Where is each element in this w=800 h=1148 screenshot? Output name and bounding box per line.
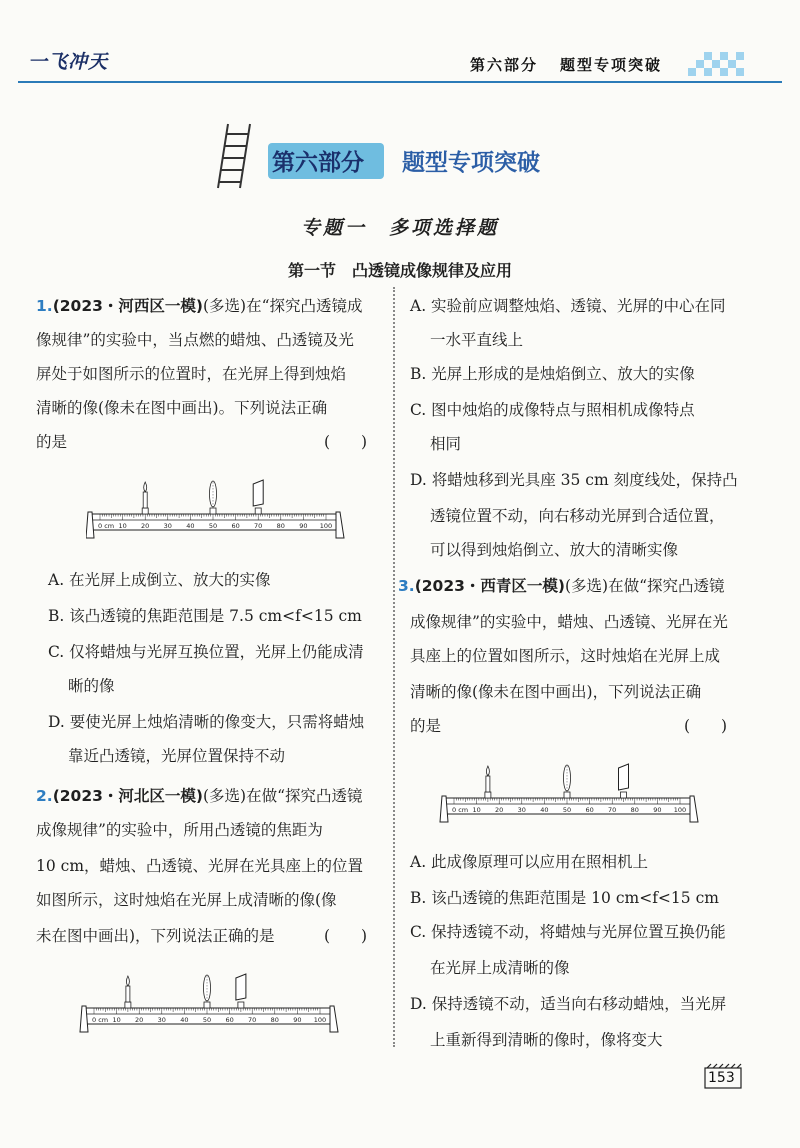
q1-option-d[interactable]: D. 要使光屏上烛焰清晰的像变大，只需将蜡烛 [48,713,365,731]
q1-stem-line-5: 的是 [36,433,68,451]
bench-tick-label: 50 [562,806,572,814]
bench-right-leg [690,796,698,822]
header-part: 第六部分 [470,56,539,74]
checker-decoration [688,46,748,80]
bench-tick-label: 70 [248,1016,257,1024]
bench-tick-label: 100 [319,522,333,530]
bench-tick-label: 20 [135,1016,144,1024]
q3-answer-blank[interactable]: ( ) [684,717,728,735]
candle-holder [485,792,491,798]
q3-option-d[interactable]: D. 保持透镜不动，适当向右移动蜡烛，当光屏 [410,995,727,1013]
q1-option-c-line-2: 晰的像 [68,677,115,695]
bench-tick-label: 80 [270,1016,279,1024]
q3-optical-bench [434,762,706,834]
q2-option-c-line-2: 相同 [430,435,462,453]
running-header [470,54,662,75]
bench-tick-label: 90 [299,522,308,530]
candle [486,776,490,792]
bench-tick-label: 60 [585,806,594,814]
candle-flame [144,482,147,492]
bench-tick-label: 70 [608,806,617,814]
candle-holder [125,1002,131,1008]
q1-option-a[interactable]: A. 在光屏上成倒立、放大的实像 [48,571,271,589]
bench-tick-label: 50 [202,1016,212,1024]
bench-tick-label: 10 [112,1016,121,1024]
q2-stem-line-2: 成像规律”的实验中，所用凸透镜的焦距为 [36,821,323,839]
q2-stem-line-4: 如图所示，这时烛焰在光屏上成清晰的像(像 [36,891,337,909]
q3-option-c[interactable]: C. 保持透镜不动，将蜡烛与光屏位置互换仍能 [410,923,726,941]
bench-tick-label: 10 [118,522,127,530]
q2-source: (2023・河北区一模) [52,787,203,805]
q1-number: 1. [36,297,53,315]
bench-tick-label: 80 [276,522,285,530]
bench-tick-label: 100 [313,1016,327,1024]
lens-holder [564,792,570,798]
q1-source: (2023・河西区一模) [52,297,203,315]
q2-number: 2. [36,787,53,805]
bench-tick-label: 40 [540,806,549,814]
bench-right-leg [336,512,344,538]
bench-tick-label: 40 [180,1016,189,1024]
lens-holder [210,508,216,514]
q2-option-d-line-3: 可以得到烛焰倒立、放大的清晰实像 [430,541,679,559]
q1-stem-line-3: 屏处于如图所示的位置时，在光屏上得到烛焰 [36,365,347,383]
bench-tick-label: 30 [163,522,172,530]
bench-unit-label: 0 cm [98,522,115,530]
q2-answer-blank[interactable]: ( ) [324,927,368,945]
q2-option-a-line-2: 一水平直线上 [430,331,524,349]
light-screen [253,480,263,506]
q3-option-a[interactable]: A. 此成像原理可以应用在照相机上 [410,853,649,871]
q2-option-b[interactable]: B. 光屏上形成的是烛焰倒立、放大的实像 [410,365,695,383]
bench-tick-label: 80 [630,806,639,814]
candle [126,986,130,1002]
light-screen [619,764,629,790]
candle-flame [486,766,489,776]
q2-stem-line-1: 2.(2023・河北区一模)(多选)在做“探究凸透镜 [36,787,363,805]
chapter-title: 专题一 多项选择题 [300,217,499,239]
lens-holder [204,1002,210,1008]
bench-right-leg [330,1006,338,1032]
screen-holder [621,792,627,798]
bench-left-leg [86,512,94,538]
column-divider [393,287,395,1047]
q1-optical-bench [86,478,346,550]
screen-holder [255,508,261,514]
page-number: 153 [708,1070,735,1086]
screen-holder [238,1002,244,1008]
ladder-icon [214,120,274,192]
q3-stem-line-4: 清晰的像(像未在图中画出)，下列说法正确 [410,683,702,701]
bench-tick-label: 60 [231,522,240,530]
bench-left-leg [80,1006,88,1032]
q3-stem-line-5: 的是 [410,717,442,735]
part-topic-title: 题型专项突破 [402,150,540,176]
candle [143,492,147,508]
q2-option-d-line-2: 透镜位置不动，向右移动光屏到合适位置， [430,507,725,525]
part-title: 第六部分 [272,150,364,176]
q3-stem-line-1: 3.(2023・西青区一模)(多选)在做“探究凸透镜 [398,577,725,595]
q3-number: 3. [398,577,415,595]
q3-stem-line-3: 具座上的位置如图所示，这时烛焰在光屏上成 [410,647,721,665]
q2-option-d[interactable]: D. 将蜡烛移到光具座 35 cm 刻度线处，保持凸 [410,471,738,489]
bench-tick-label: 100 [673,806,687,814]
bench-tick-label: 10 [472,806,481,814]
q1-option-d-line-2: 靠近凸透镜，光屏位置保持不动 [68,747,286,765]
q1-stem-line-2: 像规律”的实验中，当点燃的蜡烛、凸透镜及光 [36,331,354,349]
bench-tick-label: 30 [157,1016,166,1024]
header-topic: 题型专项突破 [560,56,663,74]
bench-unit-label: 0 cm [452,806,469,814]
q2-option-c[interactable]: C. 图中烛焰的成像特点与照相机成像特点 [410,401,695,419]
bench-tick-label: 90 [293,1016,302,1024]
bench-tick-label: 20 [141,522,150,530]
q3-option-c-line-2: 在光屏上成清晰的像 [430,959,570,977]
bench-tick-label: 90 [653,806,662,814]
q1-stem-line-4: 清晰的像(像未在图中画出)。下列说法正确 [36,399,328,417]
q1-option-c[interactable]: C. 仅将蜡烛与光屏互换位置，光屏上仍能成清 [48,643,364,661]
bench-tick-label: 30 [517,806,526,814]
bench-left-leg [440,796,448,822]
header-rule [18,81,782,83]
q3-stem-line-2: 成像规律”的实验中，蜡烛、凸透镜、光屏在光 [410,613,728,631]
bench-unit-label: 0 cm [92,1016,109,1024]
q3-source: (2023・西青区一模) [414,577,565,595]
candle-holder [142,508,148,514]
brand-logo: 一飞冲天 [28,51,109,73]
q1-option-b[interactable]: B. 该凸透镜的焦距范围是 7.5 cm<f<15 cm [48,607,362,625]
section-title: 第一节 凸透镜成像规律及应用 [287,261,512,280]
bench-tick-label: 60 [225,1016,234,1024]
bench-tick-label: 20 [495,806,504,814]
q2-stem-line-3: 10 cm，蜡烛、凸透镜、光屏在光具座上的位置 [36,857,364,875]
q1-stem-line-1: 1.(2023・河西区一模)(多选)在“探究凸透镜成 [36,297,363,315]
candle-flame [126,976,129,986]
q1-answer-blank[interactable]: ( ) [324,433,368,451]
bench-tick-label: 50 [208,522,218,530]
q2-optical-bench [76,972,344,1044]
q3-option-b[interactable]: B. 该凸透镜的焦距范围是 10 cm<f<15 cm [410,889,719,907]
bench-tick-label: 40 [186,522,195,530]
q3-option-d-line-2: 上重新得到清晰的像时，像将变大 [430,1031,663,1049]
q2-option-a[interactable]: A. 实验前应调整烛焰、透镜、光屏的中心在同 [410,297,726,315]
bench-tick-label: 70 [254,522,263,530]
q2-stem-line-5: 未在图中画出)，下列说法正确的是 [36,927,275,945]
light-screen [236,974,246,1000]
